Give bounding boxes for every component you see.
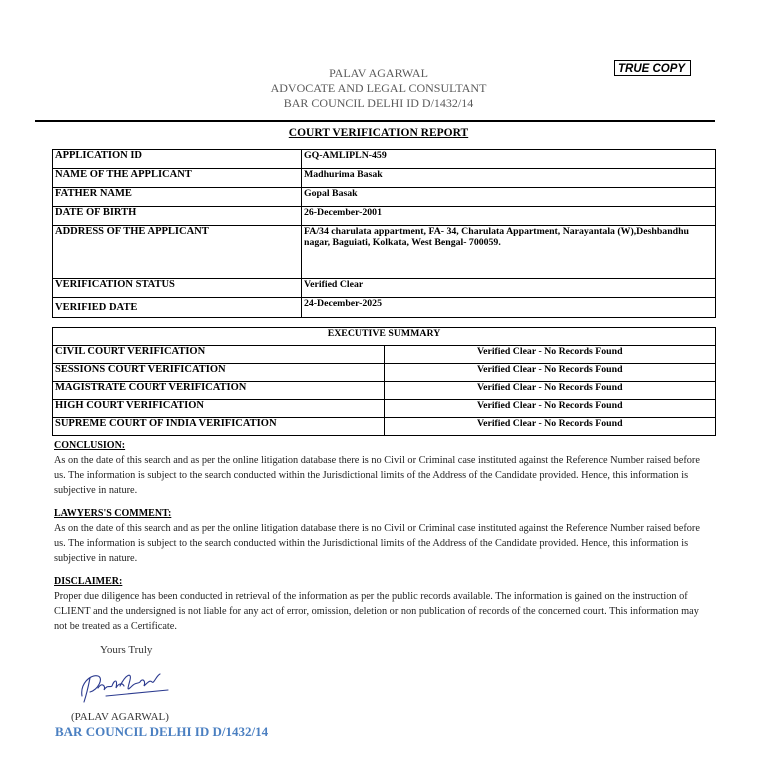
header-divider bbox=[35, 120, 715, 122]
summary-label: SESSIONS COURT VERIFICATION bbox=[53, 364, 385, 382]
summary-value: Verified Clear - No Records Found bbox=[384, 418, 716, 436]
conclusion-text: As on the date of this search and as per the online litigation database there is no Civil or Criminal case instituted against the Reference Number raised before us. The information is subject to the search conducted within the Jurisdictional limits of the Address of the Candidate provided. Hence, this information is subjective in nature. bbox=[54, 455, 700, 496]
conclusion-section bbox=[54, 438, 714, 498]
signatory-name: (PALAV AGARWAL) bbox=[71, 711, 169, 723]
summary-label: MAGISTRATE COURT VERIFICATION bbox=[53, 382, 385, 400]
detail-value: 26-December-2001 bbox=[302, 207, 716, 226]
summary-value: Verified Clear - No Records Found bbox=[384, 364, 716, 382]
table-row bbox=[53, 346, 716, 364]
summary-value: Verified Clear - No Records Found bbox=[384, 382, 716, 400]
summary-label: SUPREME COURT OF INDIA VERIFICATION bbox=[53, 418, 385, 436]
lawyers-comment-label: LAWYERS'S COMMENT: bbox=[54, 508, 172, 519]
table-row bbox=[53, 298, 716, 318]
detail-value: Gopal Basak bbox=[302, 188, 716, 207]
summary-label: CIVIL COURT VERIFICATION bbox=[53, 346, 385, 364]
disclaimer-label: DISCLAIMER: bbox=[54, 576, 123, 587]
table-row bbox=[53, 382, 716, 400]
detail-label: APPLICATION ID bbox=[53, 150, 302, 169]
summary-value: Verified Clear - No Records Found bbox=[384, 346, 716, 364]
detail-label: DATE OF BIRTH bbox=[53, 207, 302, 226]
summary-label: HIGH COURT VERIFICATION bbox=[53, 400, 385, 418]
yours-truly: Yours Truly bbox=[100, 644, 153, 656]
detail-value: FA/34 charulata appartment, FA- 34, Charulata Appartment, Narayantala (W),Deshbandhu nagar, Baguiati, Kolkata, West Bengal- 700059. bbox=[302, 226, 716, 279]
lawyers-comment-section bbox=[54, 506, 714, 566]
table-row bbox=[53, 418, 716, 436]
table-row bbox=[53, 188, 716, 207]
table-row bbox=[53, 169, 716, 188]
table-row bbox=[53, 279, 716, 298]
lawyers-comment-text: As on the date of this search and as per the online litigation database there is no Civil or Criminal case instituted against the Reference Number raised before us. The information is subject to the search conducted within the Jurisdictional limits of the Address of the Candidate provided. Hence, this information is subjective in nature. bbox=[54, 523, 700, 564]
signatory-bar-id: BAR COUNCIL DELHI ID D/1432/14 bbox=[55, 724, 269, 739]
detail-label: VERIFICATION STATUS bbox=[53, 279, 302, 298]
disclaimer-text: Proper due diligence has been conducted in retrieval of the information as per the public records available. The information is gained on the instruction of CLIENT and the undersigned is not liable for any act of error, omission, deletion or non publication of records of the concerned court. This information may not be treated as a Certificate. bbox=[54, 591, 699, 632]
summary-title: EXECUTIVE SUMMARY bbox=[53, 328, 716, 346]
detail-label: VERIFIED DATE bbox=[53, 298, 302, 318]
lawyer-name: PALAV AGARWAL bbox=[329, 66, 428, 80]
table-row bbox=[53, 226, 716, 279]
detail-value: 24-December-2025 bbox=[302, 298, 716, 318]
conclusion-label: CONCLUSION: bbox=[54, 440, 126, 451]
lawyer-designation: ADVOCATE AND LEGAL CONSULTANT bbox=[270, 81, 487, 95]
table-row bbox=[53, 207, 716, 226]
detail-label: ADDRESS OF THE APPLICANT bbox=[53, 226, 302, 279]
table-row bbox=[53, 328, 716, 346]
detail-label: NAME OF THE APPLICANT bbox=[53, 169, 302, 188]
summary-value: Verified Clear - No Records Found bbox=[384, 400, 716, 418]
disclaimer-section bbox=[54, 574, 714, 634]
detail-label: FATHER NAME bbox=[53, 188, 302, 207]
table-row bbox=[53, 150, 716, 169]
table-row bbox=[53, 364, 716, 382]
signature-icon bbox=[76, 666, 176, 706]
true-copy-stamp: TRUE COPY bbox=[614, 60, 691, 76]
detail-value: Verified Clear bbox=[302, 279, 716, 298]
executive-summary-table bbox=[52, 327, 716, 436]
table-row bbox=[53, 400, 716, 418]
detail-value: Madhurima Basak bbox=[302, 169, 716, 188]
detail-value: GQ-AMLIPLN-459 bbox=[302, 150, 716, 169]
applicant-details-table bbox=[52, 149, 716, 318]
report-title: COURT VERIFICATION REPORT bbox=[288, 127, 469, 139]
lawyer-bar-id: BAR COUNCIL DELHI ID D/1432/14 bbox=[283, 96, 474, 110]
